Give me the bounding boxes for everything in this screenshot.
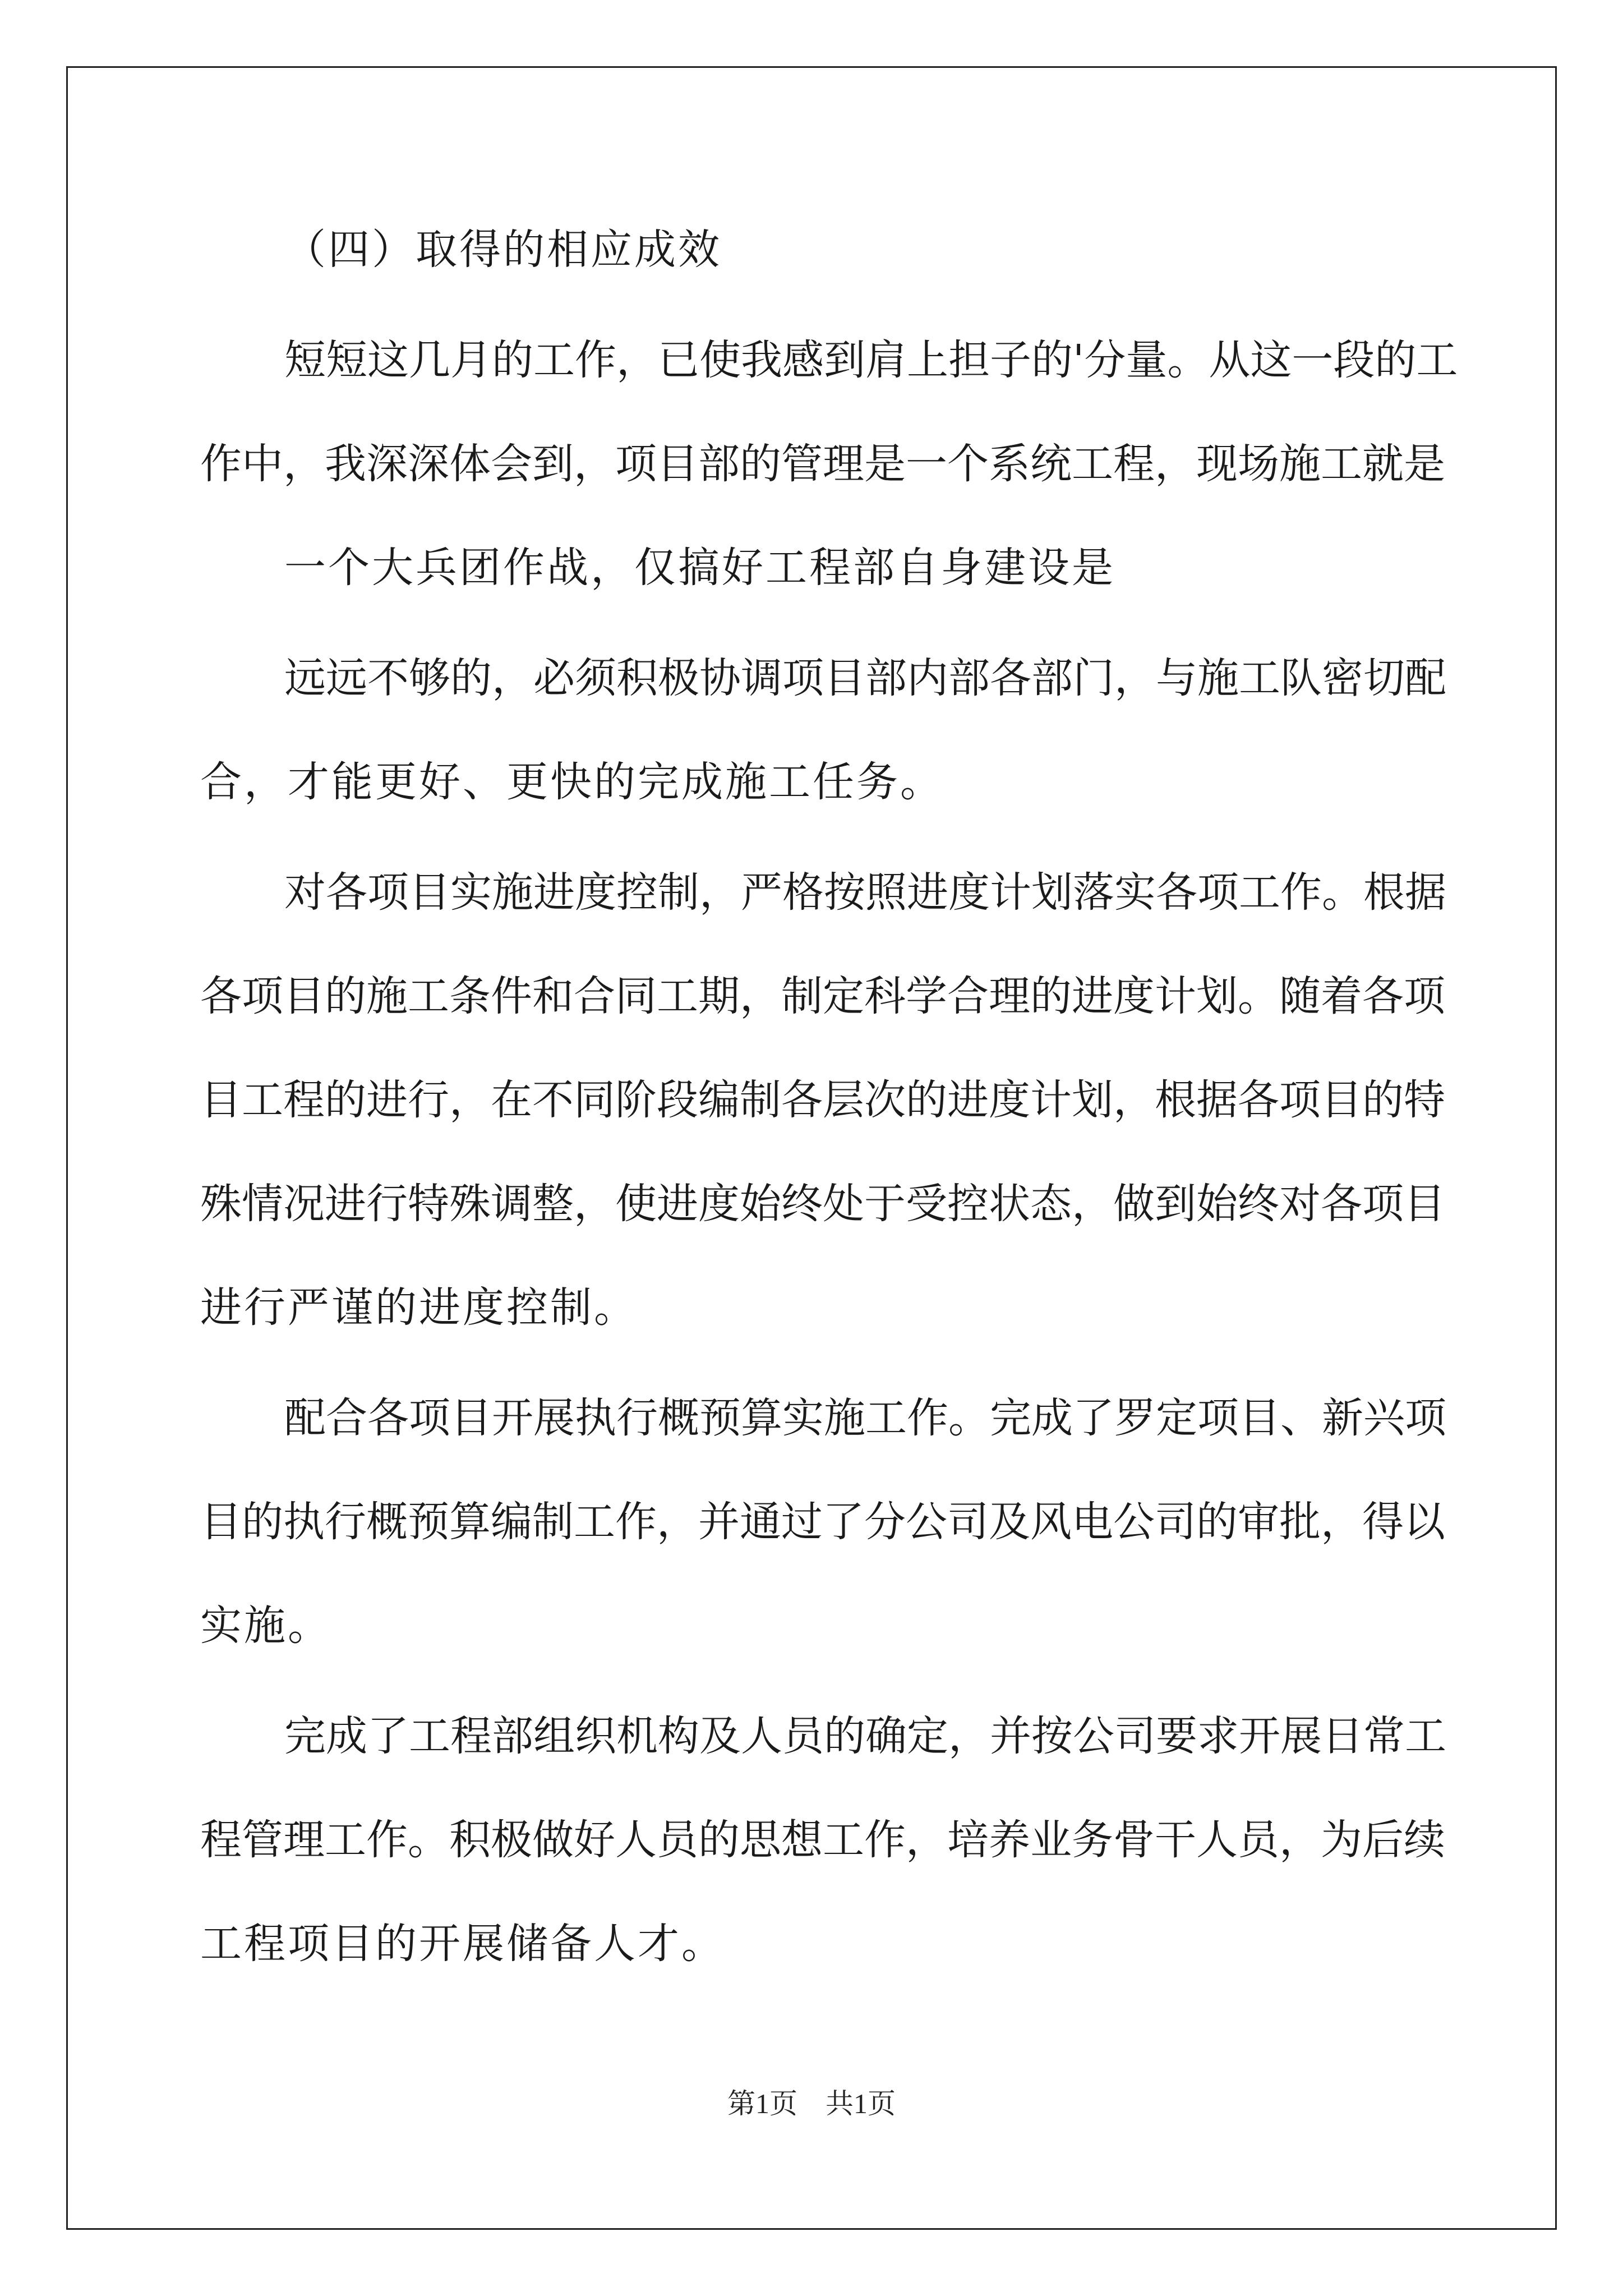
paragraph-line: 殊情况进行特殊调整，使进度始终处于受控状态，做到始终对各项目 <box>200 1180 1445 1228</box>
paragraph-line: 各项目的施工条件和合同工期，制定科学合理的进度计划。随着各项 <box>200 972 1445 1020</box>
section-heading: （四）取得的相应成效 <box>284 226 722 274</box>
paragraph-line: 目的执行概预算编制工作，并通过了分公司及风电公司的审批，得以 <box>200 1498 1445 1546</box>
paragraph-line: 实施。 <box>200 1602 331 1650</box>
page-number-footer: 第1页 共1页 <box>727 2088 896 2119</box>
paragraph-line: 短短这几月的工作，已使我感到肩上担子的'分量。从这一段的工 <box>284 336 1458 384</box>
paragraph-line: 作中，我深深体会到，项目部的管理是一个系统工程，现场施工就是 <box>200 440 1445 488</box>
paragraph-line: 对各项目实施进度控制，严格按照进度计划落实各项工作。根据 <box>284 868 1446 917</box>
paragraph-line: 程管理工作。积极做好人员的思想工作，培养业务骨干人员，为后续 <box>200 1816 1445 1864</box>
paragraph-line: 工程项目的开展储备人才。 <box>200 1920 725 1968</box>
paragraph-line: 配合各项目开展执行概预算实施工作。完成了罗定项目、新兴项 <box>284 1394 1446 1442</box>
paragraph-line: 目工程的进行，在不同阶段编制各层次的进度计划，根据各项目的特 <box>200 1076 1445 1124</box>
paragraph-line: 合，才能更好、更快的完成施工任务。 <box>200 758 944 806</box>
page-border <box>66 66 1557 2230</box>
paragraph-line: 完成了工程部组织机构及人员的确定，并按公司要求开展日常工 <box>284 1712 1446 1760</box>
paragraph-line: 远远不够的，必须积极协调项目部内部各部门，与施工队密切配 <box>284 654 1446 702</box>
paragraph-line: 一个大兵团作战，仅搞好工程部自身建设是 <box>284 544 1115 592</box>
paragraph-line: 进行严谨的进度控制。 <box>200 1283 638 1332</box>
